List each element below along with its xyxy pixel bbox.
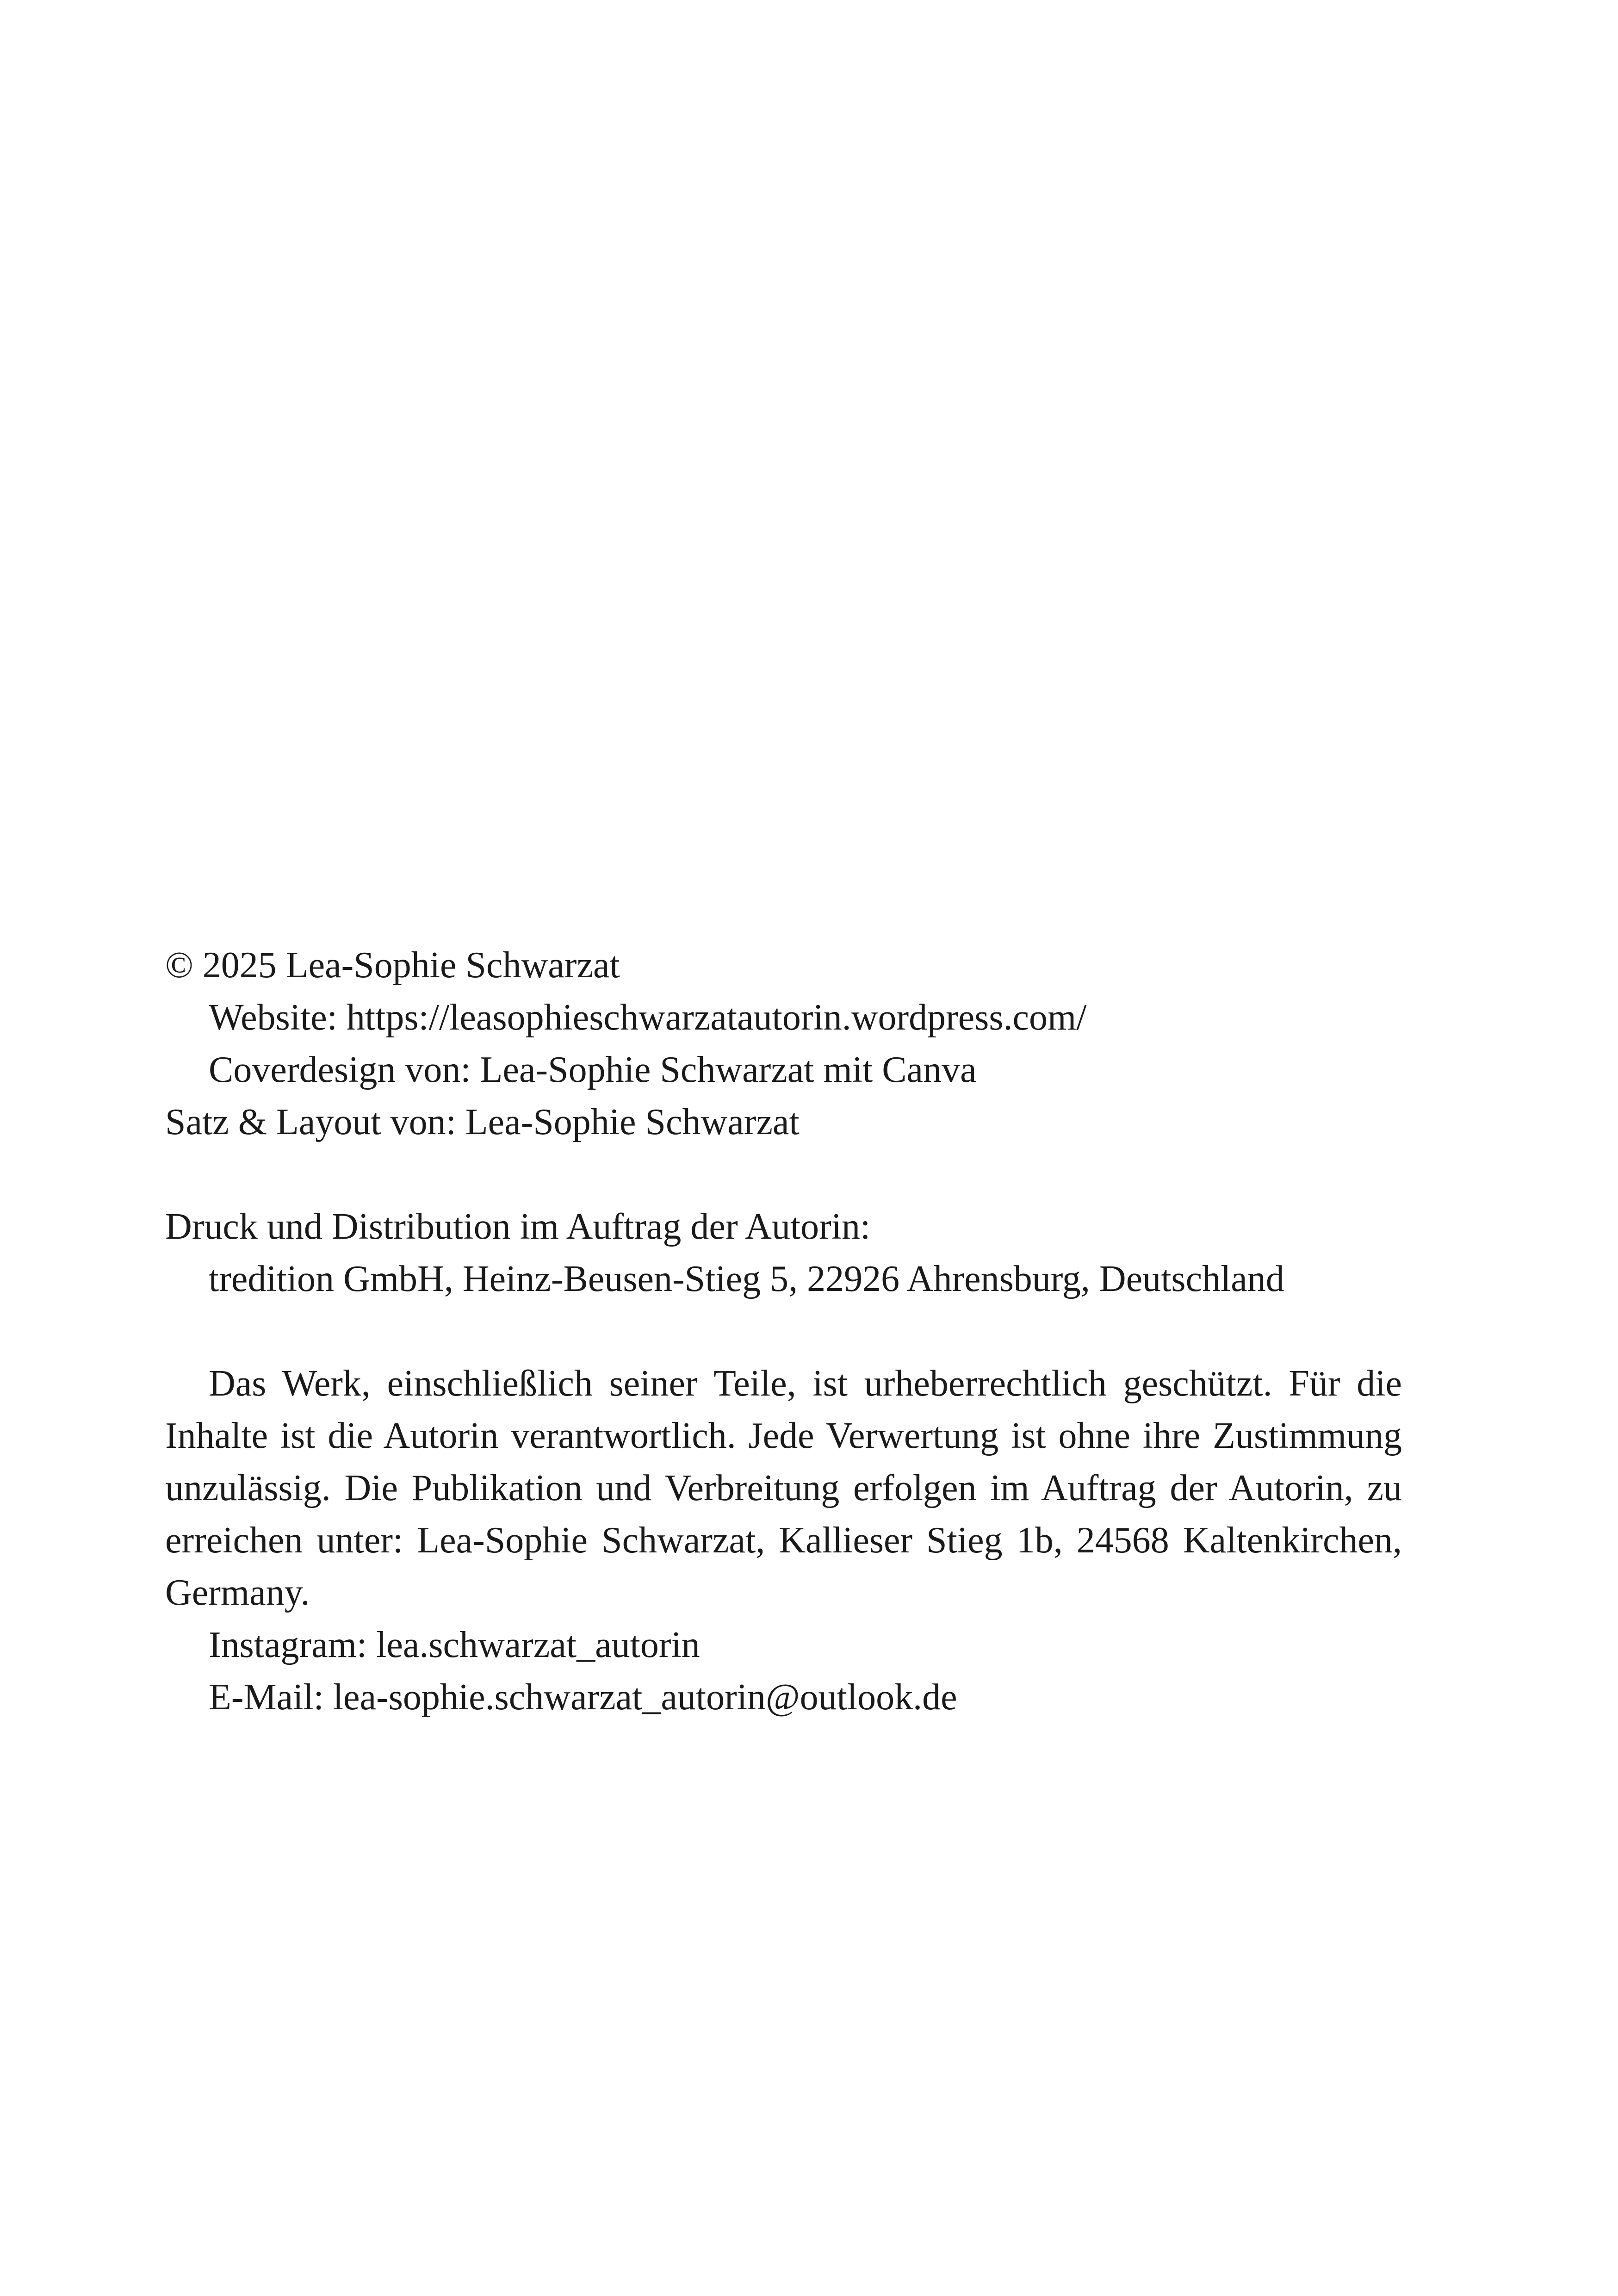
spacer	[165, 1148, 1402, 1201]
cover-design-line: Coverdesign von: Lea-Sophie Schwarzat mit Canva	[209, 1049, 977, 1090]
copyright-line: © 2025 Lea-Sophie Schwarzat	[165, 945, 620, 986]
legal-notice: Das Werk, einschließlich seiner Teile, ist urheberrechtlich geschützt. Für die Inhalte ist die Autorin verantwortlich. Jede Verwertung ist ohne ihre Zustimmung unzulässig. Die Publikation und Verbreitung erfolgen im Auftrag der Autorin, zu erreichen unter: Lea-Sophie Schwarzat, Kallieser Stieg 1b, 24568 Kaltenkirchen, Germany.	[165, 1363, 1402, 1613]
email-line[interactable]: E-Mail: lea-sophie.schwarzat_autorin@outlook.de	[209, 1677, 957, 1718]
distribution-heading: Druck und Distribution im Auftrag der Autorin:	[165, 1206, 871, 1247]
imprint-text-block	[165, 939, 1402, 1724]
website-line[interactable]: Website: https://leasophieschwarzatautorin.wordpress.com/	[209, 997, 1087, 1038]
distribution-address: tredition GmbH, Heinz-Beusen-Stieg 5, 22926 Ahrensburg, Deutschland	[209, 1259, 1284, 1299]
spacer	[165, 1305, 1402, 1358]
instagram-line[interactable]: Instagram: lea.schwarzat_autorin	[209, 1625, 700, 1665]
typesetting-line: Satz & Layout von: Lea-Sophie Schwarzat	[165, 1102, 800, 1142]
